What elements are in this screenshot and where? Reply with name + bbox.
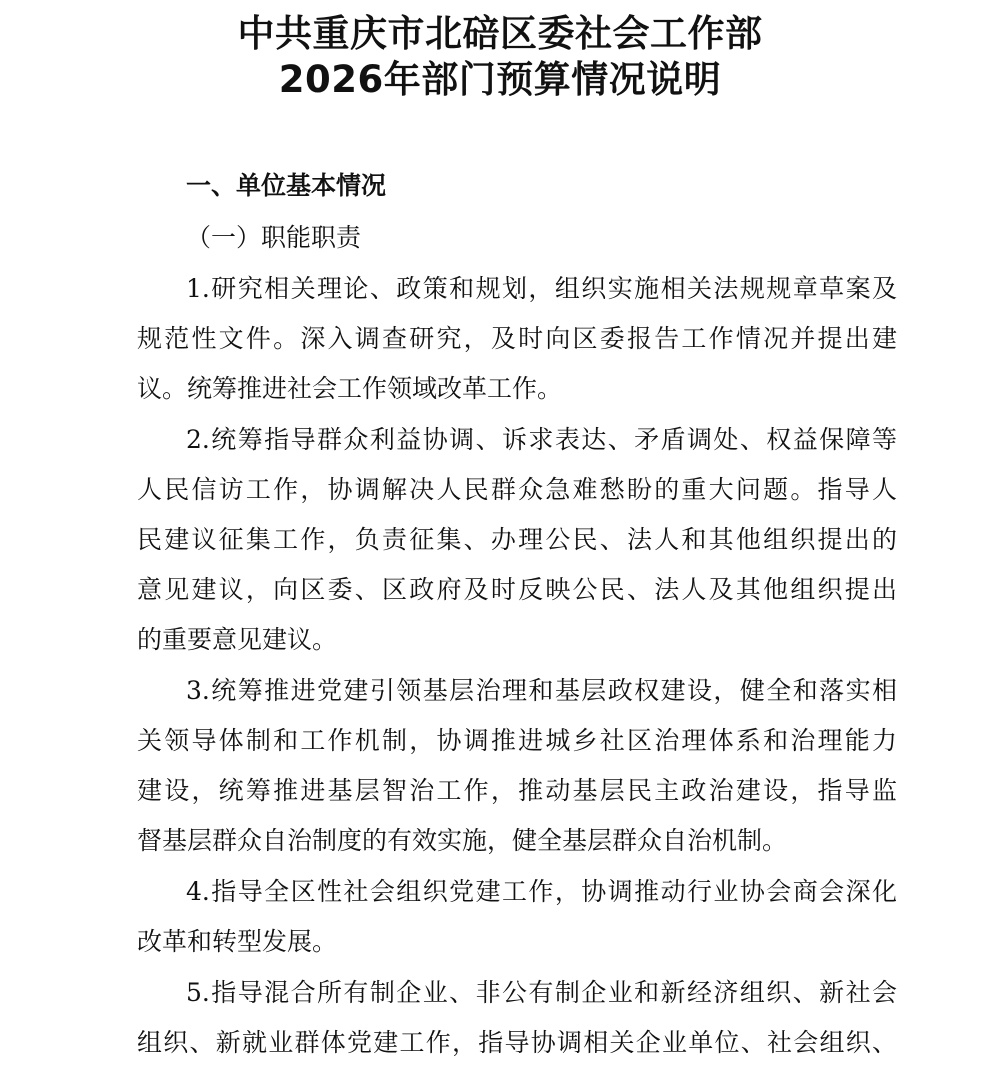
paragraph-line: 意见建议，向区委、区政府及时反映公民、法人及其他组织提出 xyxy=(137,575,897,604)
paragraph-line: 民建议征集工作，负责征集、办理公民、法人和其他组织提出的 xyxy=(137,525,897,554)
paragraph-line: 5.指导混合所有制企业、非公有制企业和新经济组织、新社会 xyxy=(186,978,897,1007)
paragraph-line: 1.研究相关理论、政策和规划，组织实施相关法规规章草案及 xyxy=(186,274,897,303)
paragraph-line: 2.统筹指导群众利益协调、诉求表达、矛盾调处、权益保障等 xyxy=(186,425,897,454)
document-title-line1: 中共重庆市北碚区委社会工作部 xyxy=(237,12,763,55)
subsection-heading-functions: （一）职能职责 xyxy=(186,223,362,252)
paragraph-line: 规范性文件。深入调查研究，及时向区委报告工作情况并提出建 xyxy=(137,324,897,353)
paragraph-line: 建设，统筹推进基层智治工作，推动基层民主政治建设，指导监 xyxy=(137,776,897,805)
paragraph-line: 4.指导全区性社会组织党建工作，协调推动行业协会商会深化 xyxy=(186,877,897,906)
paragraph-line: 组织、新就业群体党建工作，指导协调相关企业单位、社会组织、 xyxy=(137,1028,897,1057)
paragraph-line: 人民信访工作，协调解决人民群众急难愁盼的重大问题。指导人 xyxy=(137,475,897,504)
paragraph-line: 改革和转型发展。 xyxy=(137,927,338,956)
paragraph-line: 3.统筹推进党建引领基层治理和基层政权建设，健全和落实相 xyxy=(186,676,897,705)
document-title-line2: 2026年部门预算情况说明 xyxy=(278,58,722,101)
paragraph-line: 的重要意见建议。 xyxy=(137,625,338,654)
section-heading-basic-info: 一、单位基本情况 xyxy=(186,171,387,200)
paragraph-line: 议。统筹推进社会工作领域改革工作。 xyxy=(137,374,563,403)
paragraph-line: 督基层群众自治制度的有效实施，健全基层群众自治机制。 xyxy=(137,826,788,855)
paragraph-line: 关领导体制和工作机制，协调推进城乡社区治理体系和治理能力 xyxy=(137,726,897,755)
